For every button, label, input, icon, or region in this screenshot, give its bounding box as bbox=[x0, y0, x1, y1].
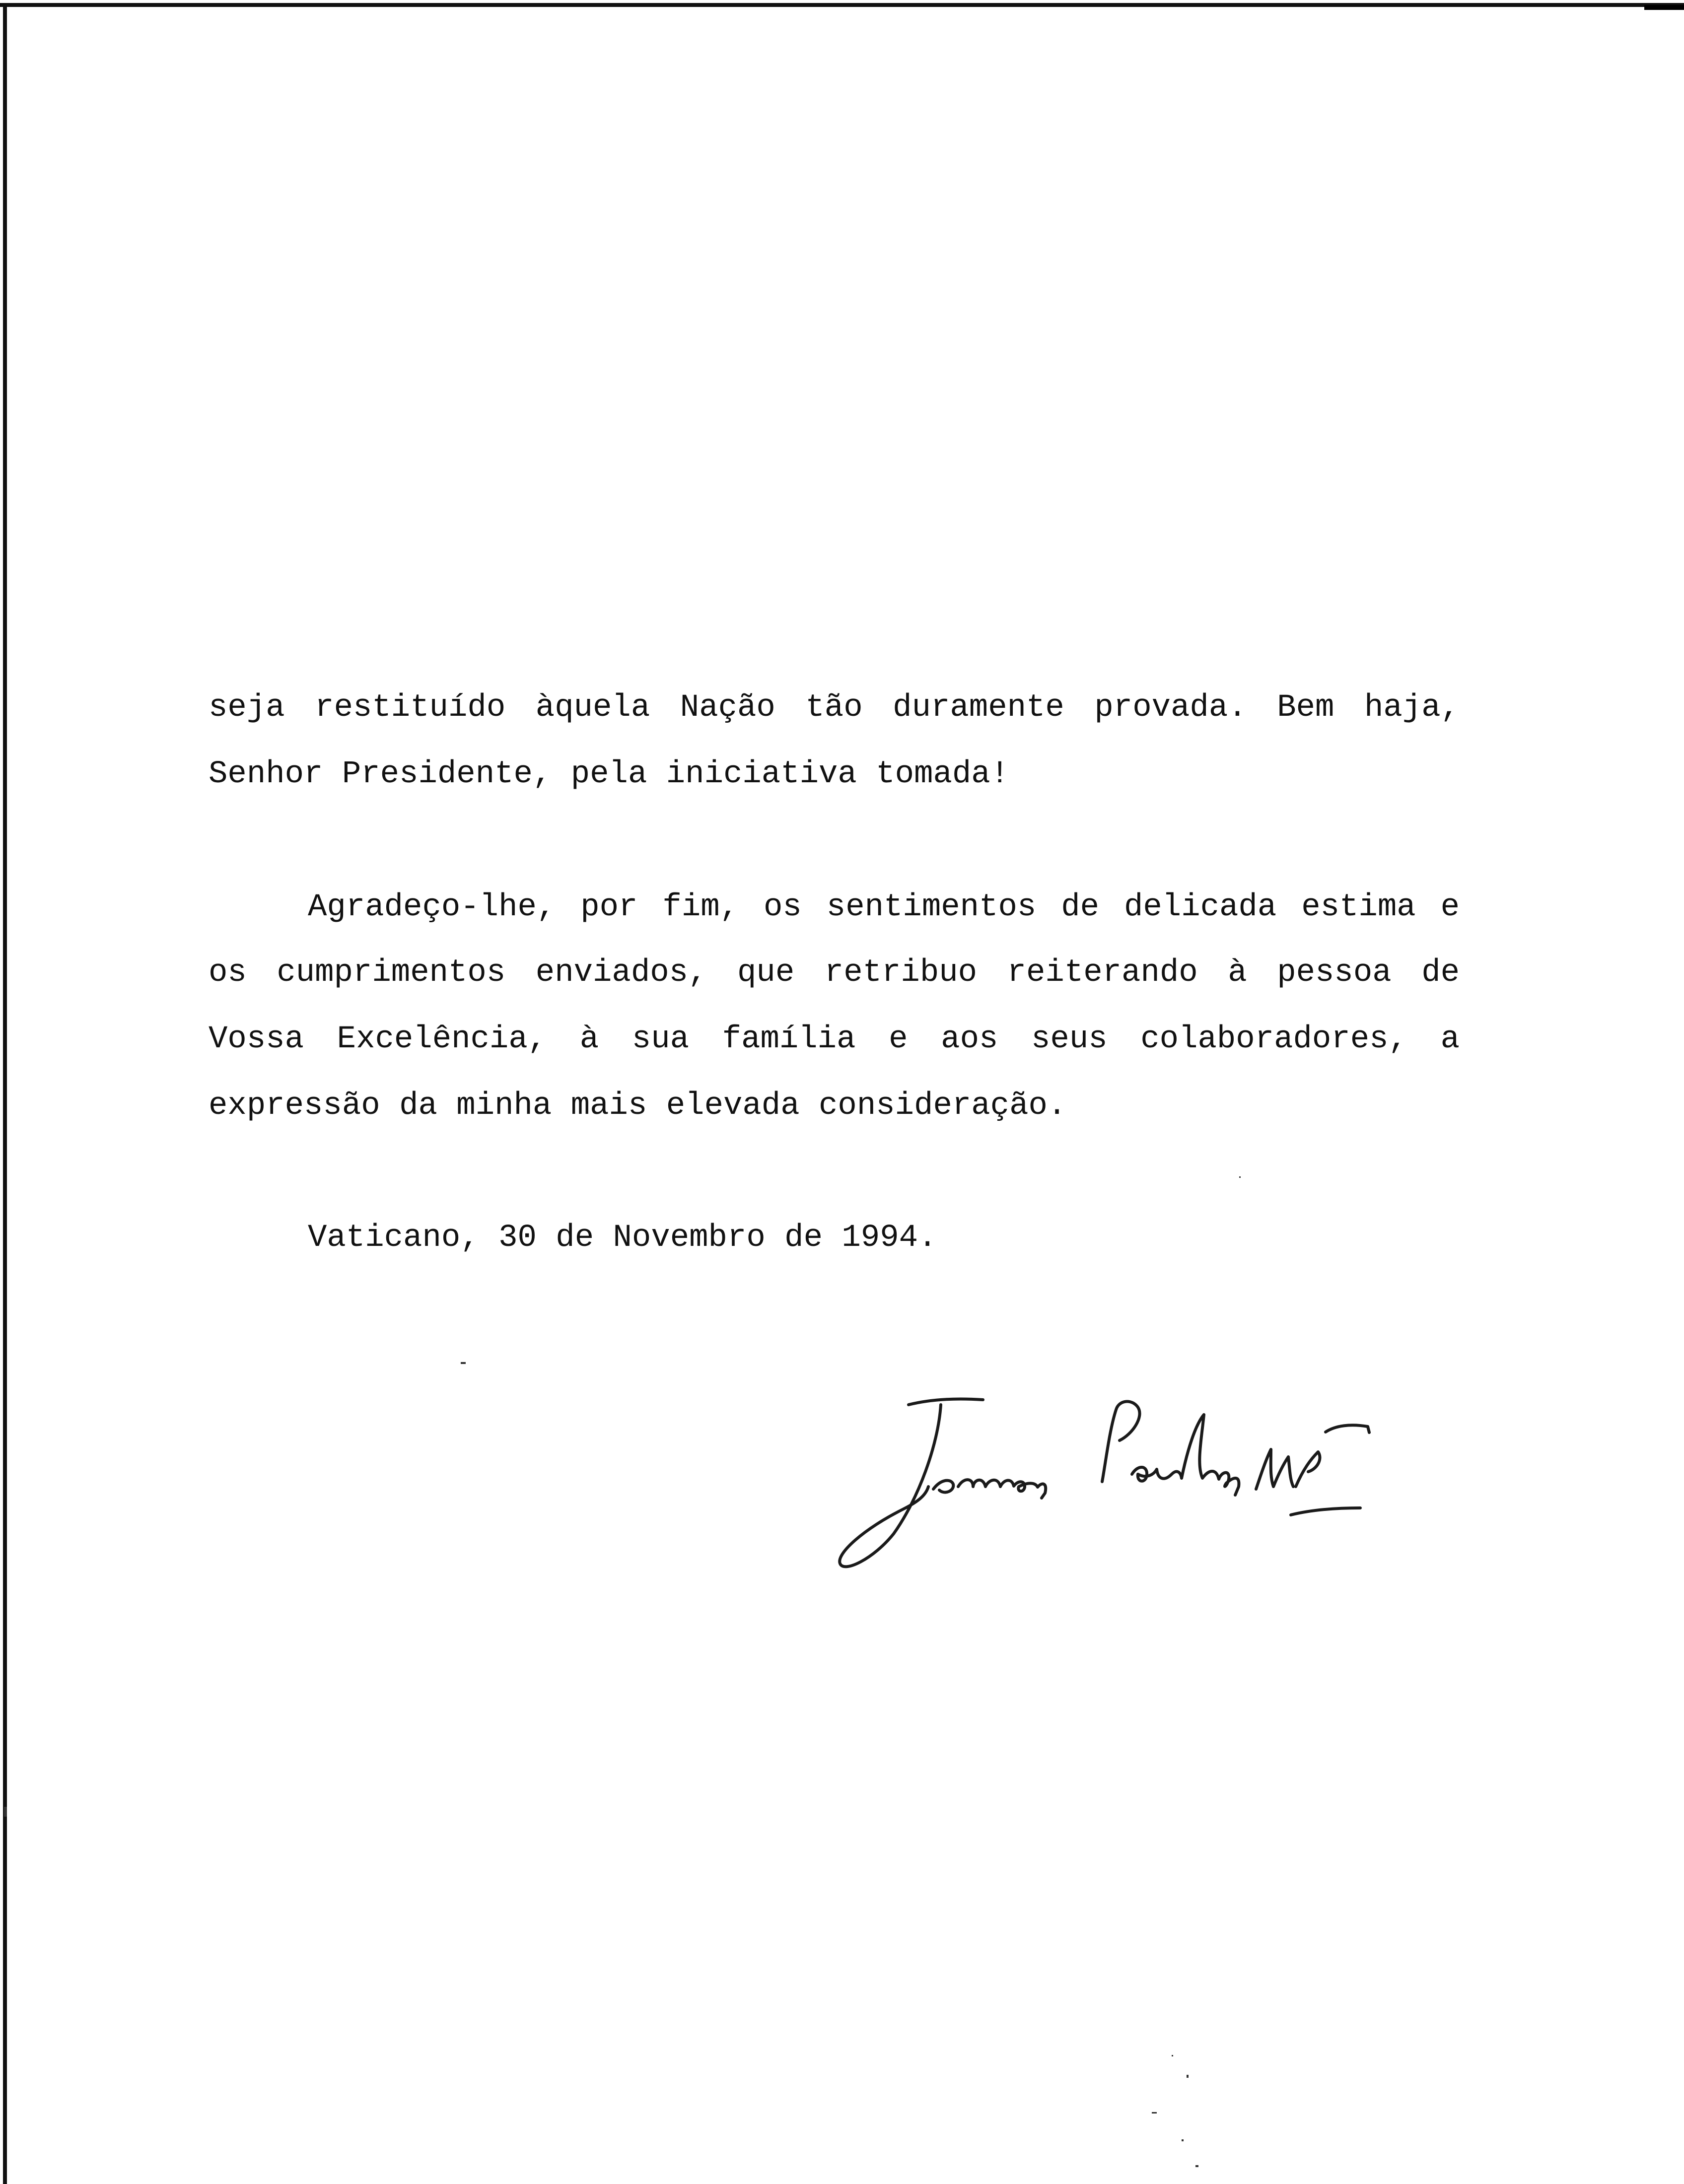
text-line: Agradeço-lhe, por fim, os sentimentos de delicada estima e bbox=[308, 889, 1460, 925]
dateline: Vaticano, 30 de Novembro de 1994. bbox=[308, 1220, 937, 1256]
text-line: Senhor Presidente, pela iniciativa tomada! bbox=[209, 756, 1010, 792]
text-line: Vossa Excelência, à sua família e aos seus colaboradores, a bbox=[209, 1022, 1460, 1057]
text-line: seja restituído àquela Nação tão duramente provada. Bem haja, bbox=[209, 690, 1460, 726]
text-line: os cumprimentos enviados, que retribuo reiterando à pessoa de bbox=[209, 955, 1460, 991]
text-line: expressão da minha mais elevada consideração. bbox=[209, 1088, 1067, 1124]
